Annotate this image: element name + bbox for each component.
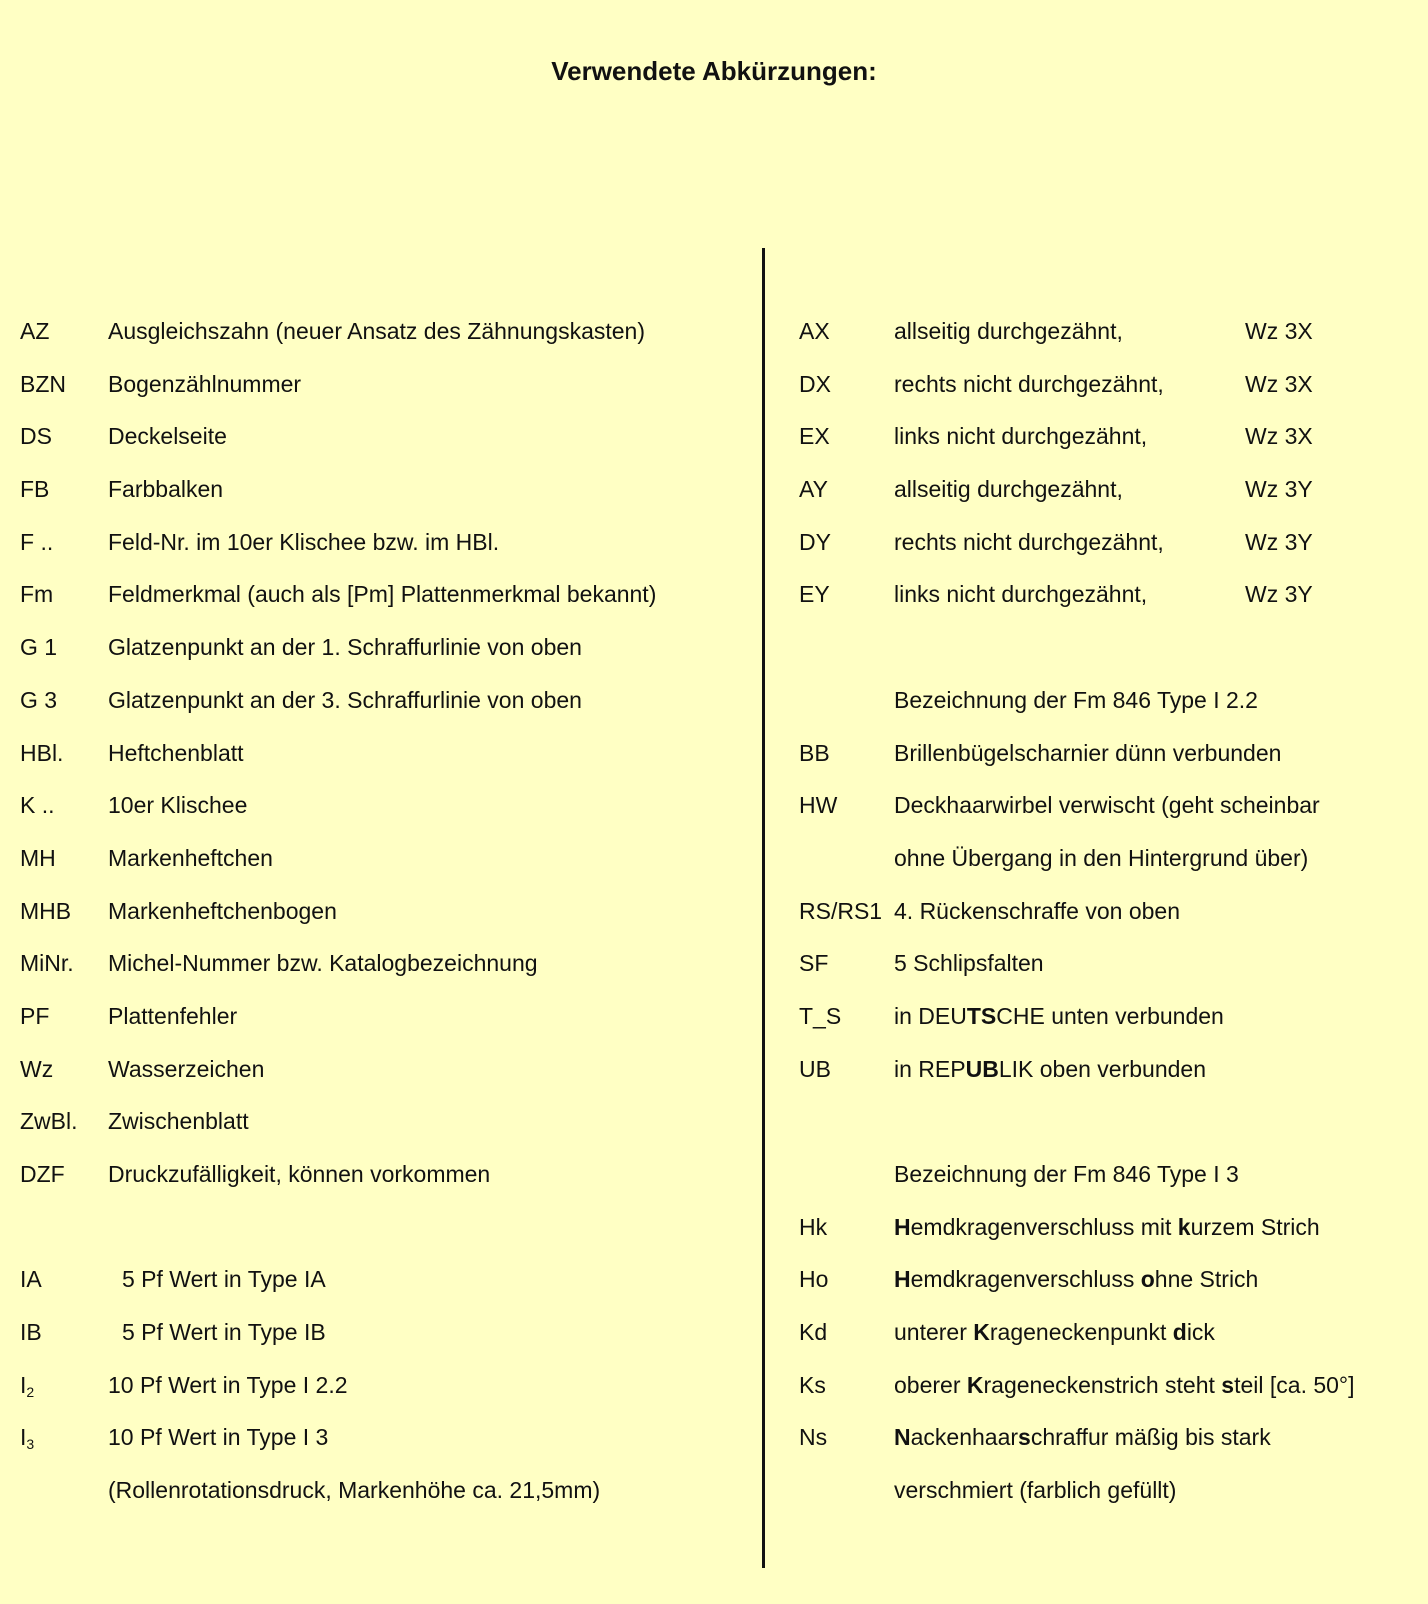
list-item [20, 1095, 750, 1148]
watermark-label: Wz 3X [1245, 318, 1313, 344]
abbreviation: PF [20, 1002, 50, 1029]
list-item [20, 885, 750, 938]
abbreviation: Fm [20, 581, 54, 608]
list-item [20, 1253, 750, 1306]
definition: Glatzenpunkt an der 3. Schraffurlinie von oben [108, 686, 582, 713]
list-item [20, 516, 750, 569]
abbreviation: T_S [799, 1002, 842, 1029]
abbreviation: $I_2$ [20, 1371, 35, 1400]
definition: rechts nicht durchgezähnt, [894, 528, 1164, 555]
definition: Heftchenblatt [108, 739, 244, 766]
list-item [799, 779, 1424, 832]
definition: oberer Krageneckenstrich steht steil [ca. 50°] [894, 1371, 1355, 1398]
spacer [799, 621, 1424, 674]
definition: links nicht durchgezähnt, [894, 423, 1148, 450]
definition: rechts nicht durchgezähnt, [894, 370, 1164, 397]
list-item [20, 990, 750, 1043]
definition: Glatzenpunkt an der 1. Schraffurlinie von oben [108, 634, 582, 661]
watermark-label: Wz 3Y [1245, 581, 1313, 608]
list-item [20, 727, 750, 780]
abbreviation: MiNr. [20, 950, 74, 977]
abbreviation: G 1 [20, 634, 58, 661]
definition: Bogenzählnummer [108, 370, 302, 397]
definition: 10 Pf Wert in Type I 3 [108, 1424, 329, 1451]
list-item [799, 568, 1424, 621]
list-item [20, 621, 750, 674]
abbreviation: AX [799, 318, 830, 344]
abbreviation: AZ [20, 318, 50, 344]
abbreviation: HW [799, 792, 838, 819]
abbreviation: RS/RS1 [799, 897, 883, 924]
list-item [20, 1464, 750, 1517]
section-heading: Bezeichnung der Fm 846 Type I 3 [894, 1161, 1239, 1187]
list-item [20, 1411, 750, 1464]
definition: Wasserzeichen [108, 1055, 265, 1082]
abbreviation: DS [20, 423, 52, 450]
definition: Feldmerkmal (auch als [Pm] Plattenmerkmal bekannt) [108, 581, 657, 608]
definition: Michel-Nummer bzw. Katalogbezeichnung [108, 950, 538, 977]
list-item [799, 1043, 1424, 1096]
list-item [799, 885, 1424, 938]
list-item [799, 990, 1424, 1043]
definition: in REPUBLIK oben verbunden [894, 1055, 1206, 1082]
abbreviation: BB [799, 739, 830, 766]
abbreviation: $I_3$ [20, 1424, 35, 1453]
watermark-label: Wz 3X [1245, 370, 1313, 397]
left-column [20, 305, 750, 1517]
list-item [20, 568, 750, 621]
definition: Deckhaarwirbel verwischt (geht scheinbar [894, 792, 1320, 819]
abbreviation: AY [799, 476, 828, 503]
definition: Markenheftchen [108, 844, 273, 871]
definition: Markenheftchenbogen [108, 897, 337, 924]
definition: Ausgleichszahn (neuer Ansatz des Zähnungskasten) [108, 318, 645, 344]
definition: links nicht durchgezähnt, [894, 581, 1148, 608]
list-item [799, 410, 1424, 463]
abbreviation: EY [799, 581, 830, 608]
definition: 4. Rückenschraffe von oben [894, 897, 1180, 924]
definition: Farbbalken [108, 476, 224, 503]
definition: Feld-Nr. im 10er Klischee bzw. im HBl. [108, 528, 500, 555]
definition: 10 Pf Wert in Type I 2.2 [108, 1371, 348, 1398]
definition: 5 Pf Wert in Type IB [122, 1319, 326, 1346]
abbreviation: ZwBl. [20, 1108, 78, 1135]
spacer [799, 1095, 1424, 1148]
definition: Nackenhaarschraffur mäßig bis stark [894, 1424, 1271, 1451]
abbreviation: FB [20, 476, 50, 503]
abbreviation: G 3 [20, 686, 58, 713]
definition: verschmiert (farblich gefüllt) [894, 1477, 1177, 1504]
abbreviation: IB [20, 1319, 42, 1346]
abbreviation: Hk [799, 1213, 828, 1240]
list-item [799, 1306, 1424, 1359]
definition: unterer Krageneckenpunkt dick [894, 1319, 1215, 1346]
definition: Hemdkragenverschluss mit kurzem Strich [894, 1213, 1320, 1240]
definition: Zwischenblatt [108, 1108, 249, 1135]
page-title: Verwendete Abkürzungen: [551, 56, 877, 86]
abbreviation: IA [20, 1266, 42, 1293]
definition: allseitig durchgezähnt, [894, 318, 1123, 344]
abbreviation: K .. [20, 792, 55, 819]
section-heading-type-3 [799, 1148, 1424, 1201]
abbreviation: Ks [799, 1371, 826, 1398]
watermark-label: Wz 3X [1245, 423, 1313, 450]
definition: ohne Übergang in den Hintergrund über) [894, 844, 1309, 871]
section-heading-type-22 [799, 674, 1424, 727]
list-item [799, 1411, 1424, 1464]
definition: Druckzufälligkeit, können vorkommen [108, 1161, 491, 1187]
list-item [799, 463, 1424, 516]
list-item [799, 358, 1424, 411]
definition: 5 Pf Wert in Type IA [122, 1266, 326, 1293]
list-item [20, 410, 750, 463]
list-item [799, 1253, 1424, 1306]
list-item [799, 1359, 1424, 1412]
list-item [799, 1201, 1424, 1254]
list-item [799, 832, 1424, 885]
abbreviation: F .. [20, 528, 54, 555]
abbreviation: DY [799, 528, 831, 555]
abbreviation: DZF [20, 1161, 65, 1187]
abbreviation: Ho [799, 1266, 829, 1293]
abbreviation: Kd [799, 1319, 828, 1346]
abbreviation: UB [799, 1055, 831, 1082]
abbreviation: Ns [799, 1424, 828, 1451]
abbreviation: DX [799, 370, 831, 397]
abbreviation: EX [799, 423, 830, 450]
list-item [20, 1043, 750, 1096]
right-column [799, 305, 1424, 1517]
watermark-label: Wz 3Y [1245, 476, 1313, 503]
abbreviation: SF [799, 950, 829, 977]
column-divider [762, 248, 765, 1568]
definition: Brillenbügelscharnier dünn verbunden [894, 739, 1282, 766]
definition: Plattenfehler [108, 1002, 238, 1029]
list-item [20, 463, 750, 516]
abbreviation: Wz [20, 1055, 54, 1082]
list-item [20, 1359, 750, 1412]
abbreviation: MH [20, 844, 56, 871]
definition: allseitig durchgezähnt, [894, 476, 1123, 503]
list-item [20, 1306, 750, 1359]
list-item [799, 937, 1424, 990]
abbreviation: HBl. [20, 739, 64, 766]
list-item [20, 1148, 750, 1201]
list-item [20, 358, 750, 411]
section-heading: Bezeichnung der Fm 846 Type I 2.2 [894, 686, 1258, 713]
watermark-label: Wz 3Y [1245, 528, 1313, 555]
abbreviation: BZN [20, 370, 66, 397]
abbreviation: MHB [20, 897, 72, 924]
list-item [799, 727, 1424, 780]
definition: in DEUTSCHE unten verbunden [894, 1002, 1224, 1029]
list-item [20, 832, 750, 885]
list-item [20, 779, 750, 832]
definition: (Rollenrotationsdruck, Markenhöhe ca. 21,5mm) [108, 1477, 601, 1504]
list-item [799, 1464, 1424, 1517]
definition: Deckelseite [108, 423, 227, 450]
list-item [20, 305, 750, 358]
list-item [799, 305, 1424, 358]
definition: 5 Schlipsfalten [894, 950, 1044, 977]
list-item [20, 674, 750, 727]
definition: 10er Klischee [108, 792, 248, 819]
list-item [799, 516, 1424, 569]
list-item [20, 937, 750, 990]
definition: Hemdkragenverschluss ohne Strich [894, 1266, 1259, 1293]
spacer [20, 1201, 750, 1254]
